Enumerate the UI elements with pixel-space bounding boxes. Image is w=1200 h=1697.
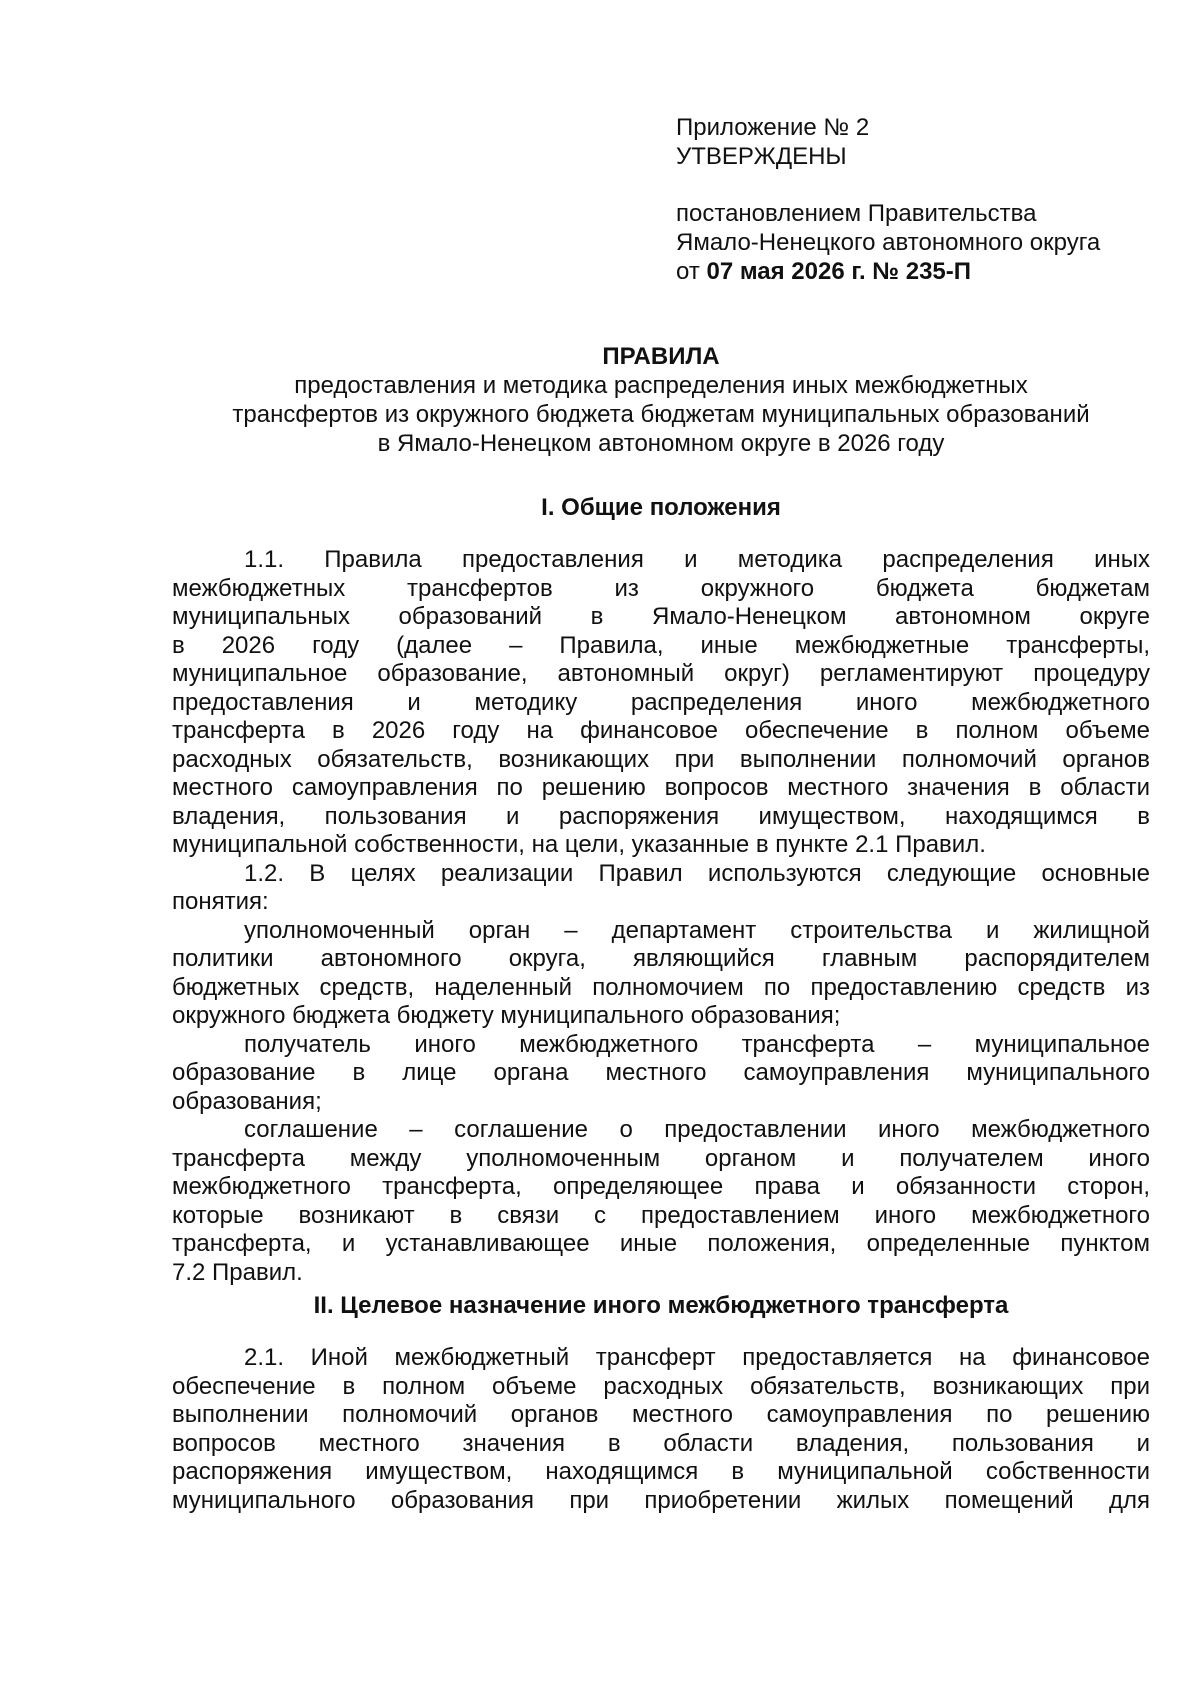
title-line-2: трансфертов из окружного бюджета бюджетам муниципальных образований [232,401,1090,428]
paragraph-line: которые возникают в связи с предоставлением иного межбюджетного [172,1201,1150,1229]
title-line-1: предоставления и методика распределения иных межбюджетных [294,372,1028,399]
paragraph-line: муниципальное образование, автономный округ) регламентируют процедуру [172,660,1150,687]
date-number: 07 мая 2026 г. № 235-П [706,258,971,285]
paragraph-line: предоставления и методику распределения иного межбюджетного [172,688,1150,716]
document-title [172,342,1150,458]
paragraph-line: получатель иного межбюджетного трансферта – муниципальное [244,1030,1150,1058]
paragraph-line: трансферта между уполномоченным органом и получателем иного [172,1144,1150,1172]
paragraph-line: трансферта в 2026 году на финансовое обеспечение в полном объеме [172,717,1150,744]
section-2-heading: II. Целевое назначение иного межбюджетного трансферта [313,1292,1009,1319]
paragraph-line: муниципальных образований в Ямало-Ненецком автономном округе [172,603,1150,630]
paragraph-line: вопросов местного значения в области владения, пользования и [172,1429,1150,1457]
paragraph-line: соглашение – соглашение о предоставлении иного межбюджетного [244,1116,1150,1143]
paragraph-line: трансферта, и устанавливающее иные положения, определенные пунктом [172,1230,1150,1257]
paragraph-line: 1.2. В целях реализации Правил используются следующие основные [244,859,1150,887]
approved-label: УТВЕРЖДЕНЫ [676,143,847,170]
paragraph-line: 7.2 Правил. [172,1258,303,1286]
paragraph-line: образование в лице органа местного самоуправления муниципального [172,1059,1150,1086]
paragraph-line: 1.1. Правила предоставления и методика распределения иных [244,546,1150,573]
paragraph-line: владения, пользования и распоряжения имуществом, находящимся в [172,802,1150,830]
title-line-3: в Ямало-Ненецком автономном округе в 2026 году [377,430,945,457]
paragraph-line: муниципального образования при приобретении жилых помещений для [172,1486,1150,1514]
date-prefix: от [676,258,707,285]
paragraph-line: 2.1. Иной межбюджетный трансферт предоставляется на финансовое [244,1344,1150,1371]
paragraph-line: образования; [172,1087,322,1115]
paragraph-line: выполнении полномочий органов местного самоуправления по решению [172,1401,1150,1428]
section-1-heading: I. Общие положения [541,494,781,521]
approval-stamp [676,113,1176,286]
paragraph-line: уполномоченный орган – департамент строительства и жилищной [244,916,1150,944]
resolution-label: постановлением Правительства [676,200,1037,227]
appendix-number: Приложение № 2 [676,114,870,141]
paragraph-line: муниципальной собственности, на цели, указанные в пункте 2.1 Правил. [172,831,986,858]
paragraph-line: расходных обязательств, возникающих при выполнении полномочий органов [172,745,1150,773]
paragraph-line: бюджетных средств, наделенный полномочием по предоставлению средств из [172,973,1150,1001]
paragraph-line: понятия: [172,888,269,915]
paragraph-line: межбюджетного трансферта, определяющее права и обязанности сторон, [172,1173,1150,1200]
section-2-body [172,1344,1150,1515]
paragraph-line: обеспечение в полном объеме расходных обязательств, возникающих при [172,1372,1150,1400]
paragraph-line: местного самоуправления по решению вопросов местного значения в области [172,774,1150,801]
section-1-body [172,546,1150,1287]
paragraph-line: межбюджетных трансфертов из окружного бюджета бюджетам [172,574,1150,602]
title-main: ПРАВИЛА [602,343,720,370]
government-name: Ямало-Ненецкого автономного округа [676,229,1101,256]
resolution-date [676,257,1176,286]
paragraph-line: окружного бюджета бюджету муниципального образования; [172,1002,841,1029]
paragraph-line: политики автономного округа, являющийся главным распорядителем [172,945,1150,972]
paragraph-line: в 2026 году (далее – Правила, иные межбюджетные трансферты, [172,631,1150,659]
paragraph-line: распоряжения имуществом, находящимся в муниципальной собственности [172,1458,1150,1485]
